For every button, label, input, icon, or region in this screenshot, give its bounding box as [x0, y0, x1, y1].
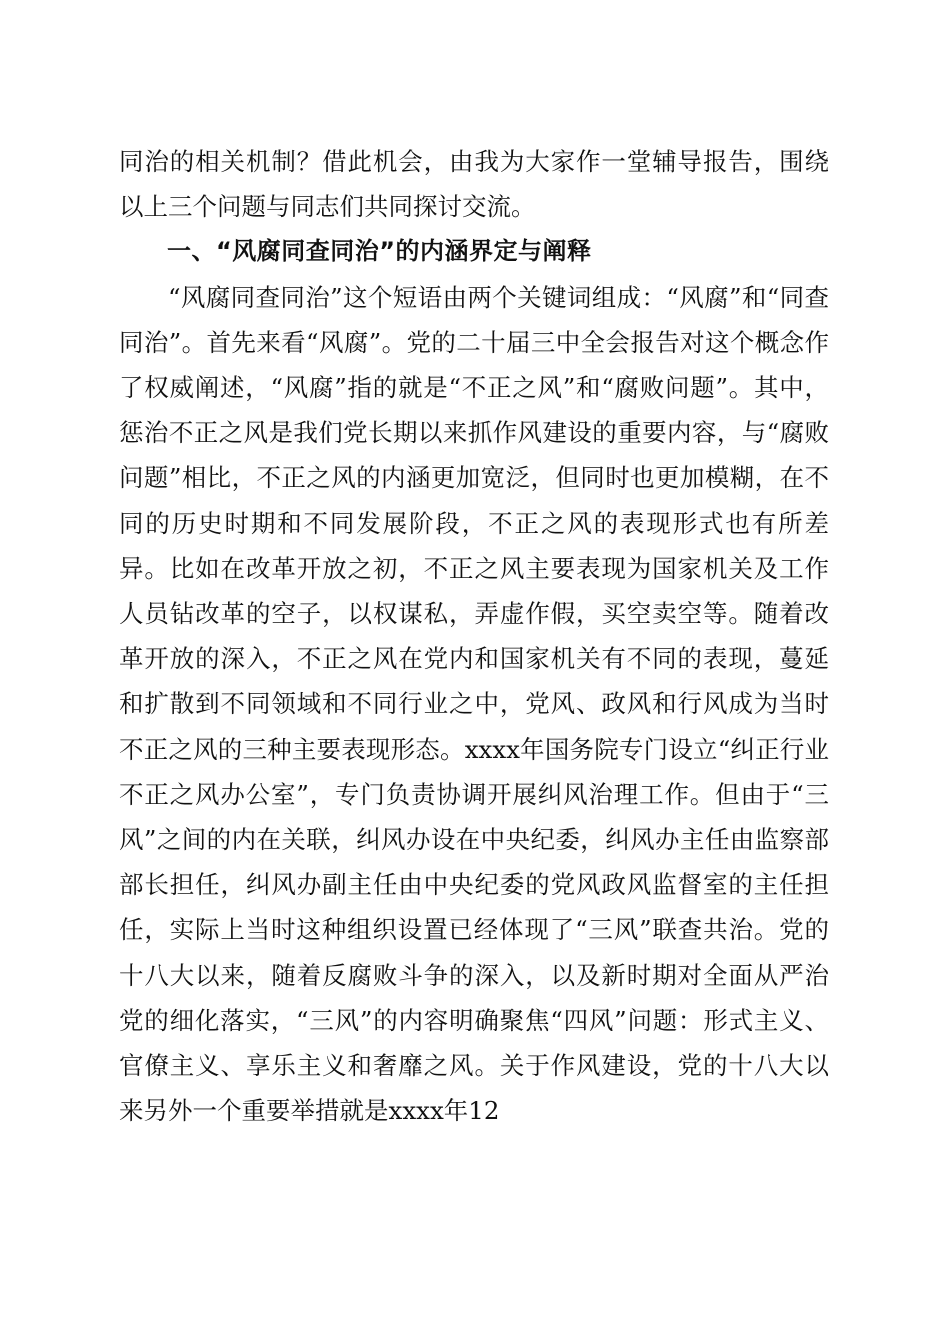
body-paragraph-definition: “风腐同查同治”这个短语由两个关键词组成：“风腐”和“同查同治”。首先来看“风腐”。党的二十届三中全会报告对这个概念作了权威阐述，“风腐”指的就是“不正之风”和“腐败问题”。其中，惩治不正之风是我们党长期以来抓作风建设的重要内容，与“腐败问题”相比，不正之风的内涵更加宽泛，但同时也更加模糊，在不同的历史时期和不同发展阶段，不正之风的表现形式也有所差异。比如在改革开放之初，不正之风主要表现为国家机关及工作人员钻改革的空子，以权谋私，弄虚作假，买空卖空等。随着改革开放的深入，不正之风在党内和国家机关有不同的表现，蔓延和扩散到不同领域和不同行业之中，党风、政风和行风成为当时不正之风的三种主要表现形态。xxxx年国务院专门设立“纠正行业不正之风办公室”，专门负责协调开展纠风治理工作。但由于“三风”之间的内在关联，纠风办设在中央纪委，纠风办主任由监察部部长担任，纠风办副主任由中央纪委的党风政风监督室的主任担任，实际上当时这种组织设置已经体现了“三风”联查共治。党的十八大以来，随着反腐败斗争的深入，以及新时期对全面从严治党的细化落实，“三风”的内容明确聚焦“四风”问题：形式主义、官僚主义、享乐主义和奢靡之风。关于作风建设，党的十八大以来另外一个重要举措就是xxxx年12 — [119, 282, 829, 1126]
body-paragraph-intro: 同治的相关机制？借此机会，由我为大家作一堂辅导报告，围绕以上三个问题与同志们共同探讨交流。 — [119, 147, 829, 222]
section-heading: 一、“风腐同查同治”的内涵界定与阐释 — [167, 237, 592, 266]
document-body — [119, 139, 829, 1133]
